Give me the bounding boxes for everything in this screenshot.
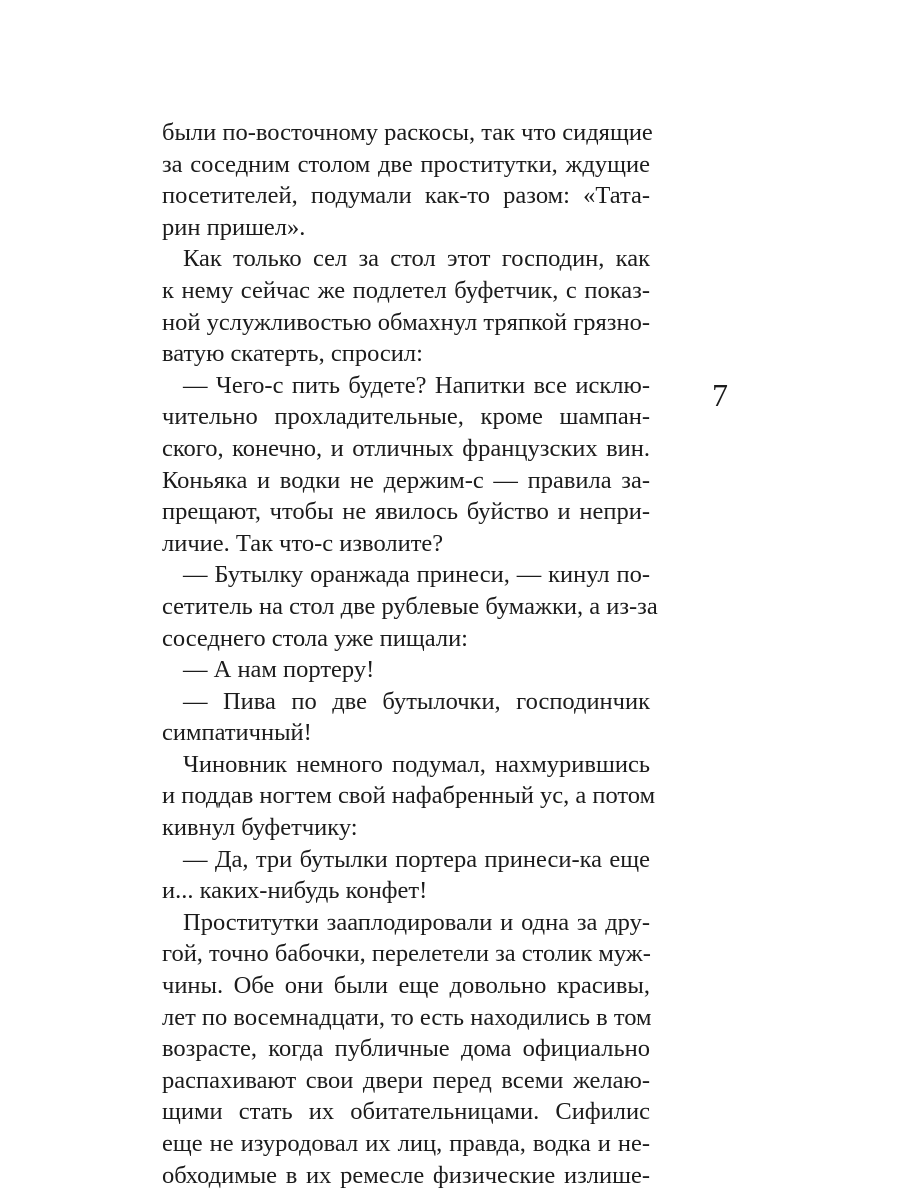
- text-line: щими стать их обитательницами. Сифилис: [162, 1098, 650, 1126]
- text-line: симпатичный!: [162, 719, 312, 747]
- text-line: чительно прохладительные, кроме шампан-: [162, 403, 650, 431]
- text-line: — Бутылку оранжада принеси, — кинул по-: [183, 561, 650, 589]
- text-line: кивнул буфетчику:: [162, 814, 358, 842]
- text-line: возрасте, когда публичные дома официально: [162, 1035, 650, 1063]
- text-line: ной услужливостью обмахнул тряпкой грязно-: [162, 308, 650, 336]
- text-line: лет по восемнадцати, то есть находились в том: [162, 1003, 652, 1031]
- text-line: гой, точно бабочки, перелетели за столик муж-: [162, 940, 651, 968]
- text-line: — Пива по две бутылочки, господинчик: [183, 687, 650, 715]
- text-line: были по-восточному раскосы, так что сидящие: [162, 119, 653, 146]
- text-line: сетитель на стол две рублевые бумажки, а из-за: [162, 592, 658, 620]
- text-line: за соседним столом две проститутки, ждущие: [162, 150, 650, 178]
- text-line: Проститутки зааплодировали и одна за дру-: [183, 908, 650, 936]
- text-line: — Да, три бутылки портера принеси-ка еще: [183, 845, 650, 873]
- page-number: 7: [712, 377, 728, 413]
- text-line: ватую скатерть, спросил:: [162, 340, 423, 368]
- text-line: — Чего-с пить будете? Напитки все исклю-: [183, 371, 650, 399]
- text-line: и поддав ногтем свой нафабренный ус, а потом: [162, 782, 656, 810]
- text-line: обходимые в их ремесле физические излише-: [162, 1161, 650, 1189]
- text-line: Чиновник немного подумал, нахмурившись: [183, 750, 650, 778]
- text-line: чины. Обе они были еще довольно красивы,: [162, 972, 650, 1000]
- text-line: ского, конечно, и отличных французских вин.: [162, 434, 650, 462]
- text-line: прещают, чтобы не явилось буйство и непри-: [162, 498, 650, 526]
- text-line: к нему сейчас же подлетел буфетчик, с показ-: [162, 276, 650, 304]
- text-line: еще не изуродовал их лиц, правда, водка и не-: [162, 1130, 650, 1157]
- text-line: личие. Так что-с изволите?: [162, 529, 444, 557]
- text-line: соседнего стола уже пищали:: [162, 624, 468, 652]
- text-line: рин пришел».: [162, 213, 306, 241]
- text-line: распахивают свои двери перед всеми желаю-: [162, 1066, 650, 1094]
- text-line: и... каких-нибудь конфет!: [162, 877, 428, 905]
- text-line: Коньяка и водки не держим-с — правила за-: [162, 466, 650, 494]
- text-line: Как только сел за стол этот господин, как: [183, 245, 650, 273]
- text-line: посетителей, подумали как-то разом: «Тата-: [162, 182, 650, 210]
- page-body-text: [162, 117, 658, 1191]
- text-line: — А нам портеру!: [183, 656, 375, 684]
